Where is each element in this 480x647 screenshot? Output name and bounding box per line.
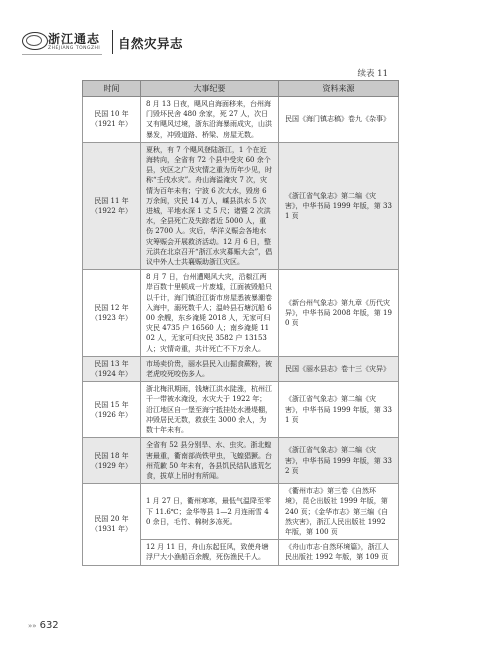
time-cell — [83, 438, 141, 484]
table-row — [83, 270, 399, 357]
era-label: 民国 11 年 — [94, 196, 129, 205]
table-row — [83, 142, 399, 269]
header-divider — [112, 30, 113, 54]
source-cell: 《浙江省气象志》第二编《灾害》，中华书局 1999 年版，第 331 页 — [279, 142, 399, 269]
table-row — [83, 97, 399, 143]
era-label: 民国 13 年 — [94, 359, 129, 368]
event-cell: 8 月 7 日，台州遭飓风大灾，沿椒江两岸百数十里顿成一片废墟，江面被毁船只以千计，海门镇沿江街市房屋悉被暴潮卷入海中，溺死数千人；温岭县石塘沉船 600 余艘，东乡淹毙 2018 人，无家可归灾民 4735 户 16560 人；南乡淹毙 1102 人，无家可归灾民 3582 户 13153 人；灾情奇重，共计死亡不下万余人。 — [141, 270, 279, 357]
time-cell — [83, 97, 141, 143]
time-cell — [83, 356, 141, 381]
page-number-label: 632 — [39, 620, 59, 631]
page-header — [0, 0, 480, 62]
source-cell: 民国《丽水县志》卷十三《灾异》 — [279, 356, 399, 381]
event-cell: 浙北梅汛期雨，钱塘江洪水陡涨，杭州江干一带被水淹没，水灾大于 1922 年；沿江地区自一堡至海宁抵挂处水漫堤棚，冲毁居民无数，救获生 3000 余人，为数十年未有。 — [141, 382, 279, 438]
event-cell: 夏秋，有 7 个飓风登陆浙江，1 个在近海转向，全省有 72 个县中受灾 60 余个县，灾区之广及灾情之重为历年少见，时称“壬戌水灾”。舟山海溢淹灾 7 次，灾情为百年未有；宁波 6 次大水，毁房 6 万余间，灾民 14 万人，嵊县洪水 5 次进城，平地水深 1 丈 5 尺；诸暨 2 次洪水，全县死亡及失踪者近 5000 人，重伤 2700 人。灾后，华洋义赈会各地水灾筹赈会开展救济活动。12 月 6 日，整元洪在北京召开“浙江水灾募赈大会”，倡议中外人士共襄赈助浙江灾区。 — [141, 142, 279, 269]
column-header-time: 时间 — [83, 81, 141, 97]
records-table — [82, 80, 399, 566]
year-label: （1923 年） — [90, 314, 133, 323]
section-title: 自然灾异志 — [118, 36, 184, 51]
table-header-row — [83, 81, 399, 97]
event-cell: 市场卖价贵，丽水县民入山掘食蕨粉，被老虎咬死咬伤多人。 — [141, 356, 279, 381]
event-cell: 1 月 27 日，衢州寒寒，最低气温降至零下 11.6℃；金华等县 1—2 月连雨雪 40 余日，毛竹、棉树多冻死。 — [141, 484, 279, 540]
table-row — [83, 438, 399, 484]
brand-subtitle: ZHEJIANG TONGZHI — [48, 46, 101, 51]
time-cell — [83, 484, 141, 565]
era-label: 民国 18 年 — [94, 451, 129, 460]
year-label: （1921 年） — [90, 120, 133, 129]
source-cell: 《舟山市志·自然环境篇》，浙江人民出版社 1992 年版，第 109 页 — [279, 540, 399, 565]
year-label: （1922 年） — [90, 207, 133, 216]
column-header-event: 大事纪要 — [141, 81, 279, 97]
records-table-wrapper — [82, 80, 398, 566]
year-label: （1926 年） — [90, 410, 133, 419]
table-row — [83, 356, 399, 381]
era-label: 民国 10 年 — [94, 110, 129, 119]
event-cell: 全省有 52 县分别旱、水、虫灾。浙北蝗害最重，衢南部尚铁甲虫，飞蝗猖獗。台州荒歉 50 年未有，各县饥民结队逃荒乞食，拔草上吊时有所闻。 — [141, 438, 279, 484]
source-cell: 《浙江省气象志》第二编《灾害》，中华书局 1999 年版，第 331 页 — [279, 382, 399, 438]
brand-title: 浙江通志 — [48, 32, 101, 46]
page-number — [28, 620, 59, 631]
source-cell: 《衢州市志》第三卷《自然环境》，昆仑出版社 1999 年版，第 240 页；《金华市志》第三编《自然灾害》，浙江人民出版社 1992 年版，第 100 页 — [279, 484, 399, 540]
era-label: 民国 15 年 — [94, 400, 129, 409]
table-row — [83, 484, 399, 540]
time-cell — [83, 382, 141, 438]
column-header-source: 资料来源 — [279, 81, 399, 97]
year-label: （1931 年） — [90, 525, 133, 534]
year-label: （1924 年） — [90, 370, 133, 379]
era-label: 民国 12 年 — [94, 303, 129, 312]
source-cell: 民国《海门镇志稿》卷九《杂事》 — [279, 97, 399, 143]
table-row — [83, 382, 399, 438]
logo-inner-ring-icon — [26, 35, 42, 46]
time-cell — [83, 142, 141, 269]
event-cell: 8 月 13 日夜，飓风自海面移来，台州海门毁坏民舍 480 余家，死 27 人，次日又有飓风过境，浙东沿海暴雨成灾，山洪暴发，冲毁道路、桥梁、房屋无数。 — [141, 97, 279, 143]
continuation-label: 续表 11 — [357, 69, 388, 79]
time-cell — [83, 270, 141, 357]
year-label: （1929 年） — [90, 461, 133, 470]
era-label: 民国 20 年 — [94, 515, 129, 524]
source-cell: 《新台州气象志》第九章《历代灾异》，中华书局 2008 年版，第 190 页 — [279, 270, 399, 357]
page-arrows-icon: »» — [28, 622, 37, 630]
event-cell: 12 月 11 日，舟山东起狂风，致使舟塘浮尸大小漁船百余艘，死伤渔民千人。 — [141, 540, 279, 565]
source-cell: 《浙江省气象志》第二编《灾害》，中华书局 1999 年版，第 332 页 — [279, 438, 399, 484]
